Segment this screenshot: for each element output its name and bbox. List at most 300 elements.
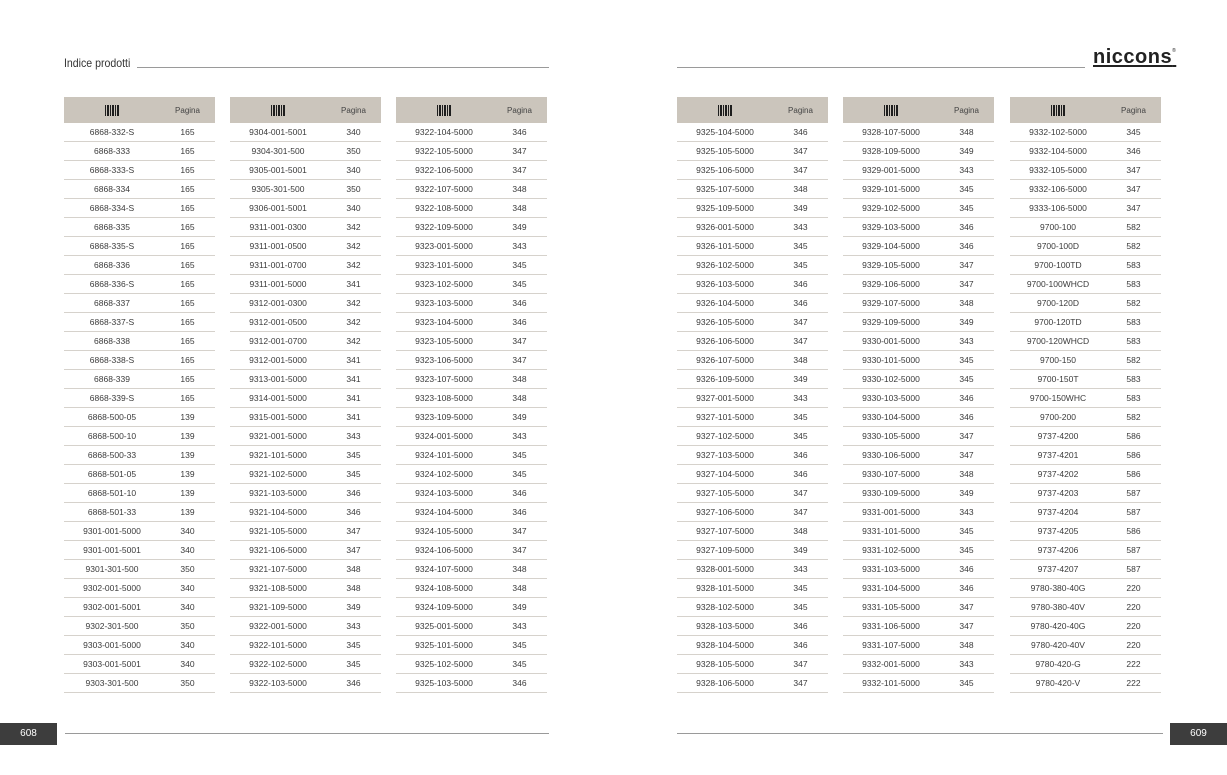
table-row: [1010, 180, 1161, 199]
page-reference: 348: [939, 123, 994, 142]
page-reference: 348: [492, 579, 547, 598]
page-reference: 343: [939, 503, 994, 522]
product-code: 9331-103-5000: [843, 560, 939, 579]
product-code: 9305-001-5001: [230, 161, 326, 180]
product-code: 9329-103-5000: [843, 218, 939, 237]
product-code: 9302-001-5000: [64, 579, 160, 598]
product-code: 9327-107-5000: [677, 522, 773, 541]
product-code: 9324-104-5000: [396, 503, 492, 522]
product-code: 9330-107-5000: [843, 465, 939, 484]
table-row: [1010, 408, 1161, 427]
page-reference: 343: [773, 218, 828, 237]
index-table-5: [843, 97, 994, 693]
page-reference: 586: [1106, 446, 1161, 465]
table-row: [396, 636, 547, 655]
table-row: [843, 579, 994, 598]
barcode-icon: [1051, 105, 1065, 116]
table-row: [843, 332, 994, 351]
product-code: 6868-336-S: [64, 275, 160, 294]
product-code: 6868-334-S: [64, 199, 160, 218]
table-row: [64, 484, 215, 503]
page-reference: 165: [160, 313, 215, 332]
table-row: [843, 427, 994, 446]
table-row: [677, 142, 828, 161]
page-reference: 583: [1106, 389, 1161, 408]
table-row: [64, 465, 215, 484]
product-code: 6868-500-10: [64, 427, 160, 446]
page-reference: 346: [492, 123, 547, 142]
table-row: [677, 370, 828, 389]
product-code: 9328-107-5000: [843, 123, 939, 142]
table-row: [396, 560, 547, 579]
table-row: [230, 332, 381, 351]
page-reference: 346: [1106, 142, 1161, 161]
product-code: 9737-4204: [1010, 503, 1106, 522]
table-row: [230, 674, 381, 693]
page-reference: 347: [326, 522, 381, 541]
page-reference: 347: [939, 275, 994, 294]
page-reference: 341: [326, 370, 381, 389]
product-code: 9304-001-5001: [230, 123, 326, 142]
page-reference: 342: [326, 256, 381, 275]
page-reference: 345: [492, 655, 547, 674]
table-row: [677, 674, 828, 693]
table-row: [64, 389, 215, 408]
table-row: [677, 617, 828, 636]
page-reference: 343: [326, 617, 381, 636]
page-reference: 340: [160, 636, 215, 655]
table-row: [677, 389, 828, 408]
page-reference: 343: [773, 389, 828, 408]
product-code: 9328-105-5000: [677, 655, 773, 674]
page-reference: 222: [1106, 674, 1161, 693]
page-reference: 347: [773, 503, 828, 522]
product-code: 9301-001-5000: [64, 522, 160, 541]
product-code: 6868-501-33: [64, 503, 160, 522]
table-row: [1010, 161, 1161, 180]
table-row: [230, 351, 381, 370]
page-reference: 347: [939, 598, 994, 617]
page-reference: 346: [939, 408, 994, 427]
table-row: [1010, 446, 1161, 465]
table-row: [677, 351, 828, 370]
table-row: [1010, 674, 1161, 693]
page-reference: 347: [773, 313, 828, 332]
page-reference: 345: [773, 598, 828, 617]
table-row: [64, 218, 215, 237]
page-reference: 345: [773, 579, 828, 598]
page-reference: 349: [939, 313, 994, 332]
barcode-icon: [271, 105, 285, 116]
product-code: 9780-420-G: [1010, 655, 1106, 674]
table-row: [843, 522, 994, 541]
page-reference: 349: [939, 484, 994, 503]
page-reference: 346: [492, 294, 547, 313]
page-reference: 342: [326, 313, 381, 332]
table-row: [677, 294, 828, 313]
page-reference: 165: [160, 218, 215, 237]
table-row: [677, 598, 828, 617]
table-row: [1010, 294, 1161, 313]
page-reference: 346: [492, 503, 547, 522]
page-reference: 340: [160, 579, 215, 598]
table-row: [230, 408, 381, 427]
product-code: 9331-102-5000: [843, 541, 939, 560]
page-title: Indice prodotti: [64, 56, 131, 70]
product-code: 9737-4200: [1010, 427, 1106, 446]
page-reference: 341: [326, 408, 381, 427]
product-code: 9328-106-5000: [677, 674, 773, 693]
product-code: 9321-001-5000: [230, 427, 326, 446]
page-reference: 348: [492, 370, 547, 389]
header-rule-right: [677, 67, 1085, 68]
product-code: 9329-109-5000: [843, 313, 939, 332]
product-code: 9306-001-5001: [230, 199, 326, 218]
page-reference: 347: [492, 161, 547, 180]
product-code: 9323-104-5000: [396, 313, 492, 332]
page-reference: 340: [326, 161, 381, 180]
table-row: [230, 598, 381, 617]
code-column-header: [677, 97, 773, 123]
page-reference: 220: [1106, 636, 1161, 655]
product-code: 9700-100WHCD: [1010, 275, 1106, 294]
page-reference: 345: [773, 256, 828, 275]
table-row: [843, 313, 994, 332]
page-reference: 346: [492, 674, 547, 693]
page-reference: 347: [773, 655, 828, 674]
page-reference: 582: [1106, 237, 1161, 256]
header-rule-left: [137, 67, 549, 68]
table-row: [230, 389, 381, 408]
product-code: 9324-106-5000: [396, 541, 492, 560]
page-reference: 340: [160, 598, 215, 617]
product-code: 9324-105-5000: [396, 522, 492, 541]
product-code: 9312-001-0300: [230, 294, 326, 313]
table-row: [677, 541, 828, 560]
table-row: [843, 636, 994, 655]
product-code: 9302-301-500: [64, 617, 160, 636]
product-code: 9737-4205: [1010, 522, 1106, 541]
product-code: 6868-332-S: [64, 123, 160, 142]
page-reference: 345: [939, 351, 994, 370]
product-code: 9321-109-5000: [230, 598, 326, 617]
page-reference: 346: [773, 636, 828, 655]
table-row: [1010, 332, 1161, 351]
page-reference: 582: [1106, 294, 1161, 313]
product-code: 9303-001-5000: [64, 636, 160, 655]
product-code: 9323-103-5000: [396, 294, 492, 313]
table-row: [843, 617, 994, 636]
table-row: [230, 294, 381, 313]
table-row: [843, 503, 994, 522]
table-row: [396, 655, 547, 674]
table-row: [64, 655, 215, 674]
page-reference: 139: [160, 503, 215, 522]
table-row: [230, 484, 381, 503]
product-code: 9329-107-5000: [843, 294, 939, 313]
footer-rule-left: [65, 733, 549, 734]
page-reference: 342: [326, 332, 381, 351]
table-row: [677, 522, 828, 541]
product-code: 9329-106-5000: [843, 275, 939, 294]
page-reference: 345: [492, 275, 547, 294]
product-code: 9326-001-5000: [677, 218, 773, 237]
product-code: 9332-104-5000: [1010, 142, 1106, 161]
page-reference: 347: [492, 142, 547, 161]
page-reference: 346: [773, 294, 828, 313]
product-code: 9700-120D: [1010, 294, 1106, 313]
table-row: [64, 674, 215, 693]
product-code: 9311-001-0500: [230, 237, 326, 256]
table-row: [677, 275, 828, 294]
product-code: 9327-109-5000: [677, 541, 773, 560]
page-reference: 341: [326, 389, 381, 408]
table-row: [396, 237, 547, 256]
table-row: [677, 256, 828, 275]
code-column-header: [64, 97, 160, 123]
product-code: 9312-001-0500: [230, 313, 326, 332]
table-row: [230, 218, 381, 237]
page-reference: 347: [492, 541, 547, 560]
product-code: 9312-001-0700: [230, 332, 326, 351]
barcode-icon: [437, 105, 451, 116]
product-code: 9325-101-5000: [396, 636, 492, 655]
product-code: 9737-4207: [1010, 560, 1106, 579]
table-row: [396, 142, 547, 161]
product-code: 9324-101-5000: [396, 446, 492, 465]
table-row: [677, 199, 828, 218]
product-code: 9325-102-5000: [396, 655, 492, 674]
page-reference: 583: [1106, 275, 1161, 294]
product-code: 9327-101-5000: [677, 408, 773, 427]
table-row: [64, 541, 215, 560]
page-reference: 586: [1106, 427, 1161, 446]
page-reference: 587: [1106, 560, 1161, 579]
product-code: 9323-101-5000: [396, 256, 492, 275]
page-reference: 349: [492, 408, 547, 427]
product-code: 9315-001-5000: [230, 408, 326, 427]
table-row: [230, 655, 381, 674]
table-row: [843, 484, 994, 503]
table-row: [64, 579, 215, 598]
page-reference: 583: [1106, 256, 1161, 275]
page-reference: 343: [939, 161, 994, 180]
product-code: 9322-001-5000: [230, 617, 326, 636]
page-reference: 348: [939, 294, 994, 313]
page-reference: 345: [939, 541, 994, 560]
page-reference: 347: [939, 446, 994, 465]
table-row: [677, 446, 828, 465]
table-row: [843, 674, 994, 693]
product-code: 9737-4203: [1010, 484, 1106, 503]
product-code: 6868-336: [64, 256, 160, 275]
page-column-header: Pagina: [1106, 97, 1161, 123]
product-code: 9322-106-5000: [396, 161, 492, 180]
table-row: [396, 465, 547, 484]
product-code: 6868-337-S: [64, 313, 160, 332]
page-column-header: Pagina: [326, 97, 381, 123]
page-reference: 348: [773, 522, 828, 541]
table-row: [396, 389, 547, 408]
page-reference: 347: [773, 161, 828, 180]
table-row: [677, 161, 828, 180]
product-code: 9323-102-5000: [396, 275, 492, 294]
page-reference: 345: [939, 199, 994, 218]
product-code: 9700-120TD: [1010, 313, 1106, 332]
table-row: [230, 199, 381, 218]
product-code: 9326-107-5000: [677, 351, 773, 370]
table-header-row: [1010, 97, 1161, 123]
product-code: 9324-102-5000: [396, 465, 492, 484]
page-reference: 583: [1106, 313, 1161, 332]
table-row: [1010, 123, 1161, 142]
product-code: 6868-501-05: [64, 465, 160, 484]
table-row: [396, 484, 547, 503]
table-row: [843, 389, 994, 408]
product-code: 9322-107-5000: [396, 180, 492, 199]
table-row: [677, 636, 828, 655]
product-code: 6868-333: [64, 142, 160, 161]
niccons-logo: niccons®: [1093, 46, 1177, 68]
table-row: [64, 142, 215, 161]
product-code: 9327-102-5000: [677, 427, 773, 446]
table-row: [64, 161, 215, 180]
product-code: 9326-103-5000: [677, 275, 773, 294]
table-row: [396, 275, 547, 294]
product-code: 9322-108-5000: [396, 199, 492, 218]
page-reference: 350: [160, 617, 215, 636]
product-code: 9328-103-5000: [677, 617, 773, 636]
page-reference: 345: [1106, 123, 1161, 142]
product-code: 9780-420-V: [1010, 674, 1106, 693]
product-code: 9321-103-5000: [230, 484, 326, 503]
page-reference: 139: [160, 484, 215, 503]
product-code: 9700-100TD: [1010, 256, 1106, 275]
table-row: [396, 598, 547, 617]
product-code: 9780-420-40G: [1010, 617, 1106, 636]
product-code: 6868-334: [64, 180, 160, 199]
product-code: 6868-338: [64, 332, 160, 351]
page-reference: 165: [160, 142, 215, 161]
page-reference: 220: [1106, 598, 1161, 617]
product-code: 9331-001-5000: [843, 503, 939, 522]
table-row: [230, 275, 381, 294]
product-code: 9324-103-5000: [396, 484, 492, 503]
product-code: 9328-102-5000: [677, 598, 773, 617]
page-number-left: 608: [0, 723, 57, 745]
page-reference: 346: [492, 313, 547, 332]
page-reference: 165: [160, 389, 215, 408]
table-row: [230, 636, 381, 655]
product-code: 9329-101-5000: [843, 180, 939, 199]
page-reference: 587: [1106, 541, 1161, 560]
table-row: [396, 522, 547, 541]
table-row: [1010, 389, 1161, 408]
product-code: 9325-107-5000: [677, 180, 773, 199]
page-reference: 165: [160, 123, 215, 142]
table-row: [64, 560, 215, 579]
product-code: 9301-001-5001: [64, 541, 160, 560]
page-reference: 343: [492, 617, 547, 636]
product-code: 9332-102-5000: [1010, 123, 1106, 142]
table-row: [843, 351, 994, 370]
product-code: 9332-106-5000: [1010, 180, 1106, 199]
page-reference: 348: [326, 579, 381, 598]
page-reference: 347: [1106, 161, 1161, 180]
product-code: 9322-101-5000: [230, 636, 326, 655]
page-reference: 342: [326, 294, 381, 313]
table-row: [64, 313, 215, 332]
page-reference: 343: [492, 237, 547, 256]
page-reference: 222: [1106, 655, 1161, 674]
product-code: 9325-109-5000: [677, 199, 773, 218]
product-code: 9311-001-0700: [230, 256, 326, 275]
product-code: 9333-106-5000: [1010, 199, 1106, 218]
page-reference: 341: [326, 351, 381, 370]
page-reference: 165: [160, 332, 215, 351]
product-code: 9325-001-5000: [396, 617, 492, 636]
table-row: [230, 446, 381, 465]
table-row: [64, 503, 215, 522]
page-reference: 347: [939, 256, 994, 275]
product-code: 9322-102-5000: [230, 655, 326, 674]
page-reference: 350: [326, 180, 381, 199]
page-reference: 349: [492, 598, 547, 617]
product-code: 9303-301-500: [64, 674, 160, 693]
page-reference: 347: [1106, 180, 1161, 199]
table-row: [843, 560, 994, 579]
table-row: [230, 237, 381, 256]
table-row: [677, 408, 828, 427]
page-reference: 349: [492, 218, 547, 237]
product-code: 9322-109-5000: [396, 218, 492, 237]
page-reference: 582: [1106, 408, 1161, 427]
table-row: [843, 408, 994, 427]
table-row: [1010, 199, 1161, 218]
page-reference: 347: [492, 332, 547, 351]
table-row: [677, 579, 828, 598]
table-row: [64, 199, 215, 218]
table-row: [230, 370, 381, 389]
page-reference: 350: [160, 560, 215, 579]
product-code: 9329-102-5000: [843, 199, 939, 218]
page-reference: 345: [939, 180, 994, 199]
product-code: 9328-101-5000: [677, 579, 773, 598]
page-reference: 345: [939, 522, 994, 541]
index-table: [677, 97, 828, 693]
product-code: 9327-104-5000: [677, 465, 773, 484]
table-row: [396, 617, 547, 636]
index-table: [843, 97, 994, 693]
table-row: [396, 503, 547, 522]
page-reference: 348: [939, 636, 994, 655]
page-reference: 342: [326, 218, 381, 237]
code-column-header: [396, 97, 492, 123]
table-row: [677, 332, 828, 351]
index-table: [396, 97, 547, 693]
table-row: [64, 256, 215, 275]
page-reference: 340: [326, 199, 381, 218]
page-reference: 349: [773, 370, 828, 389]
product-code: 9326-102-5000: [677, 256, 773, 275]
page-reference: 165: [160, 294, 215, 313]
page-reference: 345: [939, 370, 994, 389]
table-row: [1010, 218, 1161, 237]
product-code: 9325-103-5000: [396, 674, 492, 693]
page-reference: 340: [160, 655, 215, 674]
page-reference: 347: [773, 142, 828, 161]
page-reference: 346: [939, 218, 994, 237]
